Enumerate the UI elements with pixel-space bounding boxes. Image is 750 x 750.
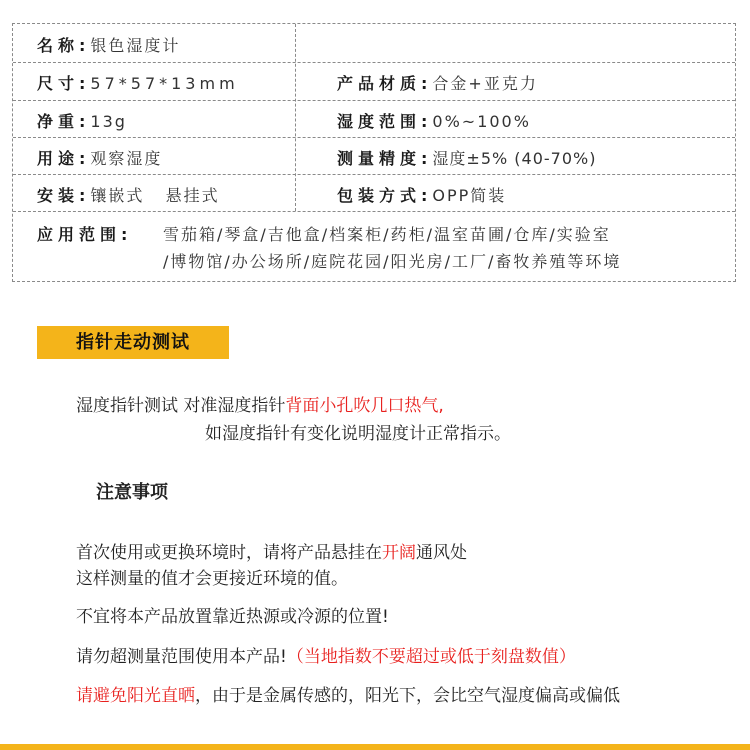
spec-row-name <box>13 24 735 63</box>
material-label: 产品材质: <box>337 74 433 93</box>
note-1-line-1 <box>76 538 467 563</box>
pointer-test-red: 背面小孔吹几口热气, <box>285 396 444 416</box>
use-cell <box>37 146 162 169</box>
note-1-red: 开阔 <box>382 543 416 563</box>
size-cell <box>37 71 239 94</box>
bottom-accent-bar <box>0 744 750 750</box>
size-value: 57*57*13mm <box>90 74 239 93</box>
apps-line-1: 雪茄箱/琴盒/吉他盒/档案柜/药柜/温室苗圃/仓库/实验室 <box>163 225 611 244</box>
spec-row-use <box>13 137 735 175</box>
name-cell <box>37 33 180 56</box>
use-value: 观察湿度 <box>90 149 163 168</box>
spec-table <box>12 23 736 282</box>
install-cell <box>37 183 220 206</box>
spec-row-install <box>13 174 735 212</box>
accuracy-label: 测量精度: <box>337 149 433 168</box>
note-1-suffix: 通风处 <box>416 543 467 563</box>
apps-line-2: /博物馆/办公场所/庭院花园/阳光房/工厂/畜牧养殖等环境 <box>163 252 622 271</box>
package-cell <box>337 183 506 206</box>
note-3-red: （当地指数不要超过或低于刻盘数值） <box>286 647 576 667</box>
spec-row-applications <box>13 211 735 282</box>
note-3-prefix: 请勿超测量范围使用本产品! <box>76 647 287 667</box>
note-4-suffix: ，由于是金属传感的，阳光下，会比空气湿度偏高或偏低 <box>195 686 620 706</box>
package-label: 包装方式: <box>337 186 433 205</box>
accuracy-value: 湿度±5% (40-70%) <box>432 149 597 168</box>
package-value: OPP简装 <box>432 186 507 205</box>
spec-row-weight <box>13 100 735 138</box>
note-3 <box>76 642 576 667</box>
note-2: 不宜将本产品放置靠近热源或冷源的位置! <box>76 607 389 627</box>
range-cell <box>337 109 531 132</box>
size-label: 尺寸: <box>37 74 91 93</box>
note-1-line-2: 这样测量的值才会更接近环境的值。 <box>76 569 348 589</box>
note-4 <box>76 681 620 706</box>
weight-cell <box>37 109 127 132</box>
range-value: 0%~100% <box>432 112 531 131</box>
material-cell <box>337 71 538 94</box>
weight-label: 净重: <box>37 112 91 131</box>
pointer-test-badge: 指针走动测试 <box>37 326 229 359</box>
apps-label: 应用范围: <box>37 225 133 244</box>
install-label: 安装: <box>37 186 91 205</box>
material-value: 合金+亚克力 <box>432 74 538 93</box>
pointer-test-line-1 <box>76 391 444 416</box>
name-label: 名称: <box>37 36 91 55</box>
range-label: 湿度范围: <box>337 112 433 131</box>
note-1-prefix: 首次使用或更换环境时，请将产品悬挂在 <box>76 543 382 563</box>
apps-label-cell <box>37 222 132 245</box>
note-4-red: 请避免阳光直晒 <box>76 686 195 706</box>
name-value: 银色湿度计 <box>90 36 181 55</box>
notes-heading: 注意事项 <box>96 482 168 503</box>
use-label: 用途: <box>37 149 91 168</box>
pointer-test-line-2: 如湿度指针有变化说明湿度计正常指示。 <box>205 424 511 444</box>
install-value: 镶嵌式 悬挂式 <box>90 186 220 205</box>
weight-value: 13g <box>90 112 127 131</box>
accuracy-cell <box>337 146 596 169</box>
spec-row-size <box>13 62 735 101</box>
pointer-test-prefix: 湿度指针测试 对准湿度指针 <box>76 396 286 416</box>
